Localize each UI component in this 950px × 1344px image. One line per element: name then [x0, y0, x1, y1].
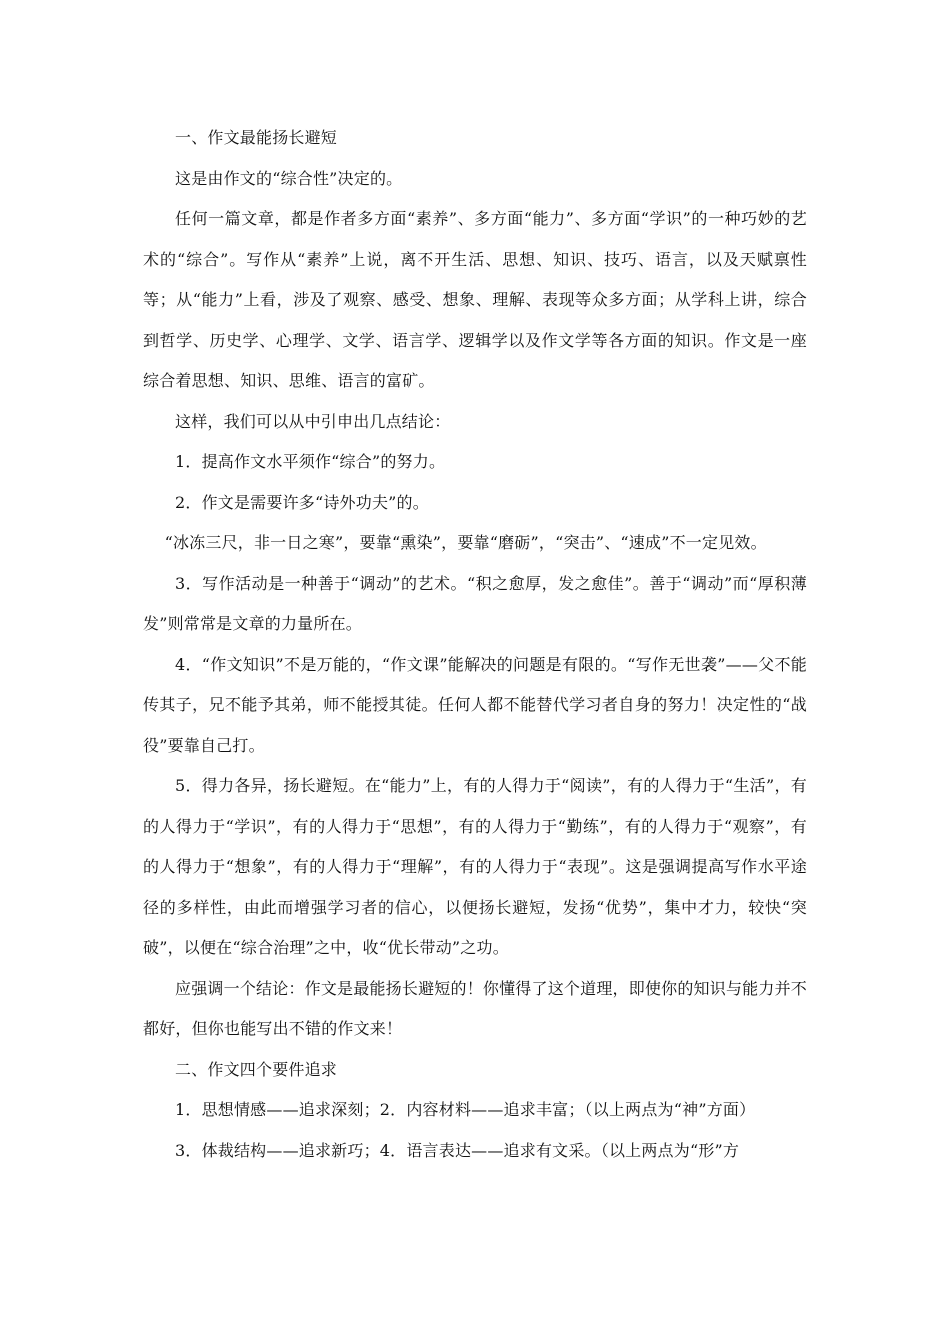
section-heading: 二、作文四个要件追求: [175, 1059, 338, 1079]
document-body: [143, 118, 807, 1171]
list-item: 2．作文是需要许多“诗外功夫”的。: [175, 492, 429, 512]
list-item: 1．提高作文水平须作“综合”的努力。: [175, 452, 446, 471]
list-item: 3．体裁结构——追求新巧；4．语言表达——追求有文采。（以上两点为“形”方: [175, 1140, 740, 1160]
paragraph: 应强调一个结论：作文是最能扬长避短的！你懂得了这个道理，即使你的知识与能力并不都好，但你也能写出不错的作文来！: [143, 978, 807, 1038]
list-item: 1．思想情感——追求深刻；2．内容材料——追求丰富；（以上两点为“神”方面）: [175, 1100, 756, 1119]
list-item: 3．写作活动是一种善于“调动”的艺术。“积之愈厚，发之愈佳”。善于“调动”而“厚积薄发”则常常是文章的力量所在。: [143, 573, 807, 633]
paragraph: 这样，我们可以从中引申出几点结论：: [175, 411, 451, 431]
list-item: 5．得力各异，扬长避短。在“能力”上，有的人得力于“阅读”，有的人得力于“生活”，有的人得力于“学识”，有的人得力于“思想”，有的人得力于“勤练”，有的人得力于“观察”，有的人得力于“想象”，有的人得力于“理解”，有的人得力于“表现”。这是强调提高写作水平途径的多样性，由此而增强学习者的信心，以便扬长避短，发扬“优势”，集中才力，较快“突破”，以便在“综合治理”之中，收“优长带动”之功。: [143, 776, 807, 957]
section-heading: 一、作文最能扬长避短: [175, 128, 338, 147]
paragraph: 这是由作文的“综合性”决定的。: [175, 168, 403, 188]
list-item: 4．“作文知识”不是万能的，“作文课”能解决的问题是有限的。“写作无世袭”——父不能传其子，兄不能予其弟，师不能授其徒。任何人都不能替代学习者自身的努力！决定性的“战役”要靠自己打。: [143, 654, 807, 755]
paragraph: 任何一篇文章，都是作者多方面“素养”、多方面“能力”、多方面“学识”的一种巧妙的艺术的“综合”。写作从“素养”上说，离不开生活、思想、知识、技巧、语言，以及天赋禀性等；从“能力”上看，涉及了观察、感受、想象、理解、表现等众多方面；从学科上讲，综合到哲学、历史学、心理学、文学、语言学、逻辑学以及作文学等各方面的知识。作文是一座综合着思想、知识、思维、语言的富矿。: [143, 209, 807, 390]
paragraph: “冰冻三尺，非一日之寒”，要靠“熏染”，要靠“磨砺”，“突击”、“速成”不一定见效。: [164, 533, 767, 552]
